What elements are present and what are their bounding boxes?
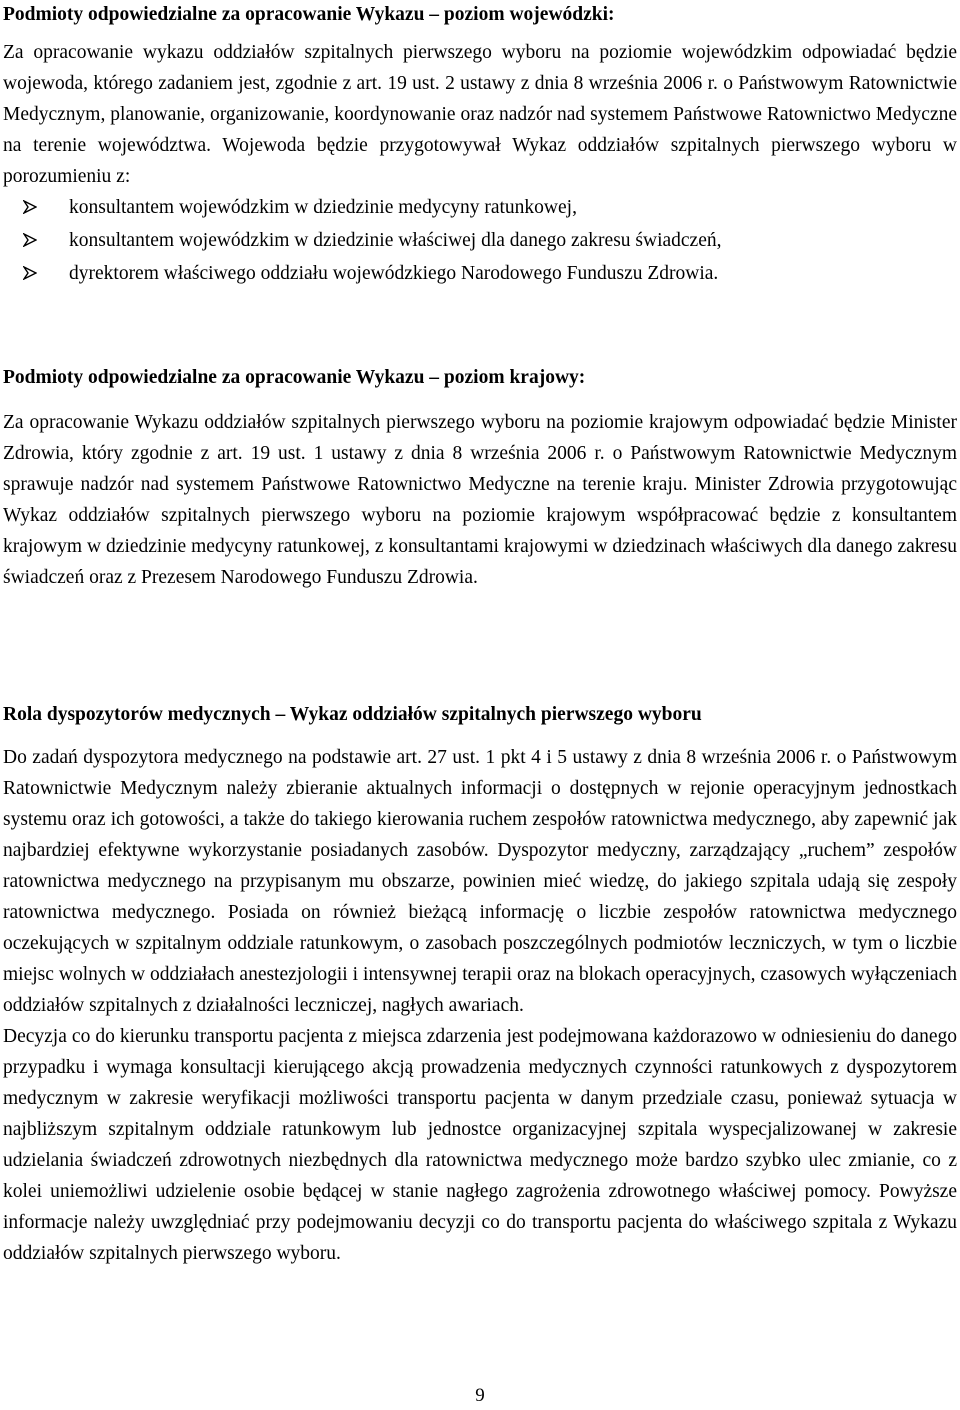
list-item-text: dyrektorem właściwego oddziału wojewódzkiego Narodowego Funduszu Zdrowia. (69, 263, 719, 284)
list-item (23, 258, 957, 291)
section-national (3, 367, 957, 593)
list-item (23, 192, 957, 225)
arrow-bullet-icon (23, 227, 69, 258)
section-dispatchers (3, 704, 957, 1269)
paragraph-transport-decision: Decyzja co do kierunku transportu pacjenta z miejsca zdarzenia jest podejmowana każdorazowo w odniesieniu do danego przypadku i wymaga konsultacji kierującego akcją prowadzenia medycznych czynności ratunkowych z dyspozytorem medycznym w zakresie weryfikacji możliwości transportu pacjenta w danym przedziale czasu, ponieważ sytuacja w najbliższym szpitalnym oddziale ratunkowym lub jednostce organizacyjnej szpitala wyspecjalizowanej w zakresie udzielania świadczeń zdrowotnych niezbędnych dla ratownictwa medycznego może bardzo szybko ulec zmianie, co z kolei uniemożliwi udzielenie osobie będącej w stanie nagłego zagrożenia zdrowotnego właściwej pomocy. Powyższe informacje należy uwzględniać przy podejmowaniu decyzji co do transportu pacjenta do właściwego szpitala z Wykazu oddziałów szpitalnych pierwszego wyboru. (3, 1026, 957, 1264)
paragraph-voivodeship-responsibility: Za opracowanie wykazu oddziałów szpitalnych pierwszego wyboru na poziomie wojewódzkim odpowiadać będzie wojewoda, którego zadaniem jest, zgodnie z art. 19 ust. 2 ustawy z dnia 8 września 2006 r. o Państwowym Ratownictwie Medycznym, planowanie, organizowanie, koordynowanie oraz nadzór nad systemem Państwowe Ratownictwo Medyczne na terenie województwa. Wojewoda będzie przygotowywał Wykaz oddziałów szpitalnych pierwszego wyboru w porozumieniu z: (3, 42, 957, 187)
list-item-text: konsultantem wojewódzkim w dziedzinie właściwej dla danego zakresu świadczeń, (69, 230, 722, 251)
section-heading-voivodeship: Podmioty odpowiedzialne za opracowanie Wykazu – poziom wojewódzki: (3, 4, 615, 25)
list-item-text: konsultantem wojewódzkim w dziedzinie medycyny ratunkowej, (69, 197, 577, 218)
paragraph-national-responsibility: Za opracowanie Wykazu oddziałów szpitalnych pierwszego wyboru na poziomie krajowym odpowiadać będzie Minister Zdrowia, który zgodnie z art. 19 ust. 1 ustawy z dnia 8 września 2006 r. o Państwowym Ratownictwie Medycznym sprawuje nadzór nad systemem Państwowe Ratownictwo Medyczne na terenie kraju. Minister Zdrowia przygotowując Wykaz oddziałów szpitalnych pierwszego wyboru na poziomie krajowym współpracować będzie z konsultantem krajowym w dziedzinie medycyny ratunkowej, z konsultantami krajowymi w dziedzinach właściwych dla danego zakresu świadczeń oraz z Prezesem Narodowego Funduszu Zdrowia. (3, 412, 957, 588)
arrow-bullet-icon (23, 260, 69, 291)
paragraph-dispatcher-tasks: Do zadań dyspozytora medycznego na podstawie art. 27 ust. 1 pkt 4 i 5 ustawy z dnia 8 września 2006 r. o Państwowym Ratownictwie Medycznym należy zbieranie aktualnych informacji o dostępnych w rejonie operacyjnym jednostkach systemu oraz ich gotowości, a także do takiego kierowania ruchem zespołów ratownictwa medycznego, aby zapewnić jak najbardziej efektywne wykorzystanie posiadanych zasobów. Dyspozytor medyczny, zarządzający „ruchem” zespołów ratownictwa medycznego na przypisanym mu obszarze, powinien mieć wiedzę, do jakiego szpitala udają się zespoły ratownictwa medycznego. Posiada on również bieżącą informację o liczbie zespołów ratownictwa medycznego oczekujących w szpitalnym oddziale ratunkowym, o zasobach poszczególnych podmiotów leczniczych, w tym o liczbie miejsc wolnych w oddziałach anestezjologii i intensywnej terapii oraz na blokach operacyjnych, czasowych wyłączeniach oddziałów szpitalnych z działalności leczniczej, nagłych awariach. (3, 747, 957, 1016)
page-number: 9 (475, 1385, 485, 1406)
section-heading-dispatchers: Rola dyspozytorów medycznych – Wykaz oddziałów szpitalnych pierwszego wyboru (3, 704, 702, 725)
consultation-list (3, 192, 957, 291)
section-voivodeship (3, 4, 957, 291)
arrow-bullet-icon (23, 194, 69, 225)
list-item (23, 225, 957, 258)
section-heading-national: Podmioty odpowiedzialne za opracowanie Wykazu – poziom krajowy: (3, 367, 586, 388)
